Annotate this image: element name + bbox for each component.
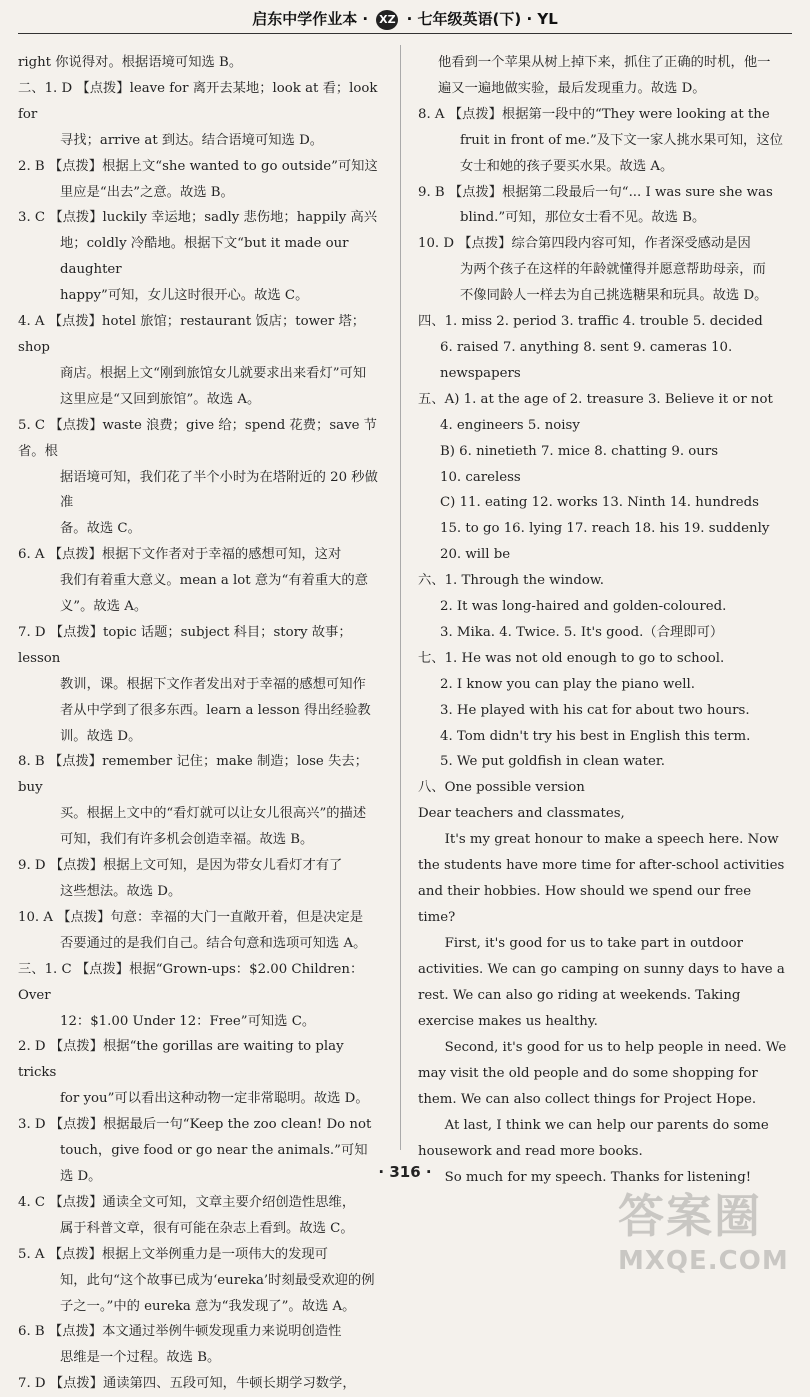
answer-line: 2. I know you can play the piano well. <box>440 676 696 692</box>
watermark-bottom: MXQE.COM <box>618 1246 789 1276</box>
header-title: 启东中学作业本 · <box>252 10 369 28</box>
essay-paragraph: First, it's good for us to take part in outdoor activities. We can go camping on sunny days to have a rest. We can also go riding at weekends. Taking exercise makes us healthy. <box>418 936 785 1030</box>
essay-salutation: Dear teachers and classmates, <box>418 806 625 822</box>
answer-line: 买。根据上文中的“看灯就可以让女儿很高兴”的描述 <box>60 806 367 822</box>
answer-line: 者从中学到了很多东西。learn a lesson 得出经验教 <box>60 702 371 718</box>
answer-line: 9. B 【点拨】根据第二段最后一句“... I was sure she was <box>418 184 773 200</box>
answer-line: 属于科普文章，很有可能在杂志上看到。故选 C。 <box>60 1220 354 1236</box>
answer-line: 不像同龄人一样去为自己挑选糖果和玩具。故选 D。 <box>460 288 768 304</box>
answer-line: 3. Mika. 4. Twice. 5. It's good.（合理即可） <box>440 624 724 640</box>
answer-line: 2. D 【点拨】根据“the gorillas are waiting to play tricks <box>18 1039 344 1081</box>
answer-line: 5. We put goldfish in clean water. <box>440 754 665 770</box>
answer-line: 商店。根据上文“刚到旅馆女儿就要求出来看灯”可知 <box>60 365 367 381</box>
answer-line: right 你说得对。根据语境可知选 B。 <box>18 55 243 70</box>
answer-line: 这里应是“又回到旅馆”。故选 A。 <box>60 391 261 407</box>
answer-line: 12：$1.00 Under 12：Free”可知选 C。 <box>60 1013 316 1029</box>
answer-line: 备。故选 C。 <box>60 521 141 537</box>
answer-line: 20. will be <box>440 547 511 563</box>
answer-line: 七、1. He was not old enough to go to school. <box>418 650 725 666</box>
essay-paragraph: Second, it's good for us to help people in need. We may visit the old people and do some shopping for them. We can also collect things for Project Hope. <box>418 1040 787 1108</box>
answer-line: 10. careless <box>440 469 521 485</box>
answer-line: 训。故选 D。 <box>60 728 142 744</box>
answer-line: 6. raised 7. anything 8. sent 9. cameras 10. newspapers <box>440 339 733 381</box>
answer-line: B) 6. ninetieth 7. mice 8. chatting 9. ours <box>440 443 719 459</box>
answer-line: C) 11. eating 12. works 13. Ninth 14. hundreds <box>440 495 759 511</box>
left-column <box>18 50 380 1397</box>
answer-line: 可知，我们有许多机会创造幸福。故选 B。 <box>60 832 314 848</box>
answer-line: 2. It was long-haired and golden-coloured. <box>440 599 727 615</box>
answer-line: 4. Tom didn't try his best in English this term. <box>440 728 751 744</box>
right-column-answers <box>418 50 792 801</box>
answer-line: fruit in front of me.”及下文一家人挑水果可知，这位 <box>460 132 783 148</box>
xz-badge: XZ <box>376 10 398 30</box>
answer-line: 遍又一遍地做实验，最后发现重力。故选 D。 <box>438 80 706 96</box>
answer-line: 他看到一个苹果从树上掉下来，抓住了正确的时机，他一 <box>438 55 771 70</box>
header-subtitle: · 七年级英语(下) · YL <box>406 10 558 28</box>
essay-paragraph: It's my great honour to make a speech here. Now the students have more time for after-school activities and their hobbies. How should we spend our free time? <box>418 832 785 926</box>
answer-line: 否要通过的是我们自己。结合句意和选项可知选 A。 <box>60 935 367 951</box>
answer-line: 我们有着重大意义。mean a lot 意为“有着重大的意 <box>60 573 369 589</box>
answer-line: 这些想法。故选 D。 <box>60 884 182 899</box>
answer-line: 据语境可知，我们花了半个小时为在塔附近的 20 秒做准 <box>60 469 378 511</box>
answer-line: 5. C 【点拨】waste 浪费；give 给；spend 花费；save 节省。根 <box>18 417 377 459</box>
header-rule <box>18 33 792 34</box>
answer-line: 8. A 【点拨】根据第一段中的“They were looking at the <box>418 106 770 122</box>
answer-line: 知，此句“这个故事已成为‘eureka’时刻最受欢迎的例 <box>60 1272 375 1288</box>
answer-line: 教训，课。根据下文作者发出对于幸福的感想可知作 <box>60 676 366 692</box>
answer-line: 7. D 【点拨】通读第四、五段可知，牛顿长期学习数学， <box>18 1376 356 1392</box>
answer-line: 3. C 【点拨】luckily 幸运地；sadly 悲伤地；happily 高兴 <box>18 210 378 226</box>
answer-line: 4. C 【点拨】通读全文可知，文章主要介绍创造性思维， <box>18 1194 356 1210</box>
answer-line: 地；coldly 冷酷地。根据下文“but it made our daughter <box>60 236 349 278</box>
answer-line: 5. A 【点拨】根据上文举例重力是一项伟大的发现可 <box>18 1246 328 1262</box>
essay-paragraph: So much for my speech. Thanks for listening! <box>444 1170 752 1186</box>
answer-line: touch，give food or go near the animals.”可知选 D。 <box>60 1143 368 1184</box>
answer-line: 六、1. Through the window. <box>418 573 604 589</box>
answer-line: 寻找；arrive at 到达。结合语境可知选 D。 <box>60 132 324 148</box>
answer-line: 2. B 【点拨】根据上文“she wanted to go outside”可知这 <box>18 158 378 174</box>
answer-line: 7. D 【点拨】topic 话题；subject 科目；story 故事；lesson <box>18 624 352 666</box>
watermark-top: 答案圈 <box>618 1189 762 1243</box>
column-divider <box>400 45 401 1150</box>
answer-line: 思维是一个过程。故选 B。 <box>60 1350 221 1366</box>
answer-line: happy”可知，女儿这时很开心。故选 C。 <box>60 288 309 304</box>
answer-line: 6. A 【点拨】根据下文作者对于幸福的感想可知，这对 <box>18 547 342 563</box>
answer-line: 为两个孩子在这样的年龄就懂得并愿意帮助母亲，而 <box>460 262 766 278</box>
answer-line: 里应是“出去”之意。故选 B。 <box>60 184 234 200</box>
answer-line: 四、1. miss 2. period 3. traffic 4. trouble 5. decided <box>418 314 763 330</box>
answer-line: 五、A) 1. at the age of 2. treasure 3. Believe it or not <box>418 391 773 407</box>
page-header <box>0 8 810 30</box>
answer-line: 9. D 【点拨】根据上文可知，是因为带女儿看灯才有了 <box>18 858 343 874</box>
answer-line: 15. to go 16. lying 17. reach 18. his 19. suddenly <box>440 521 770 537</box>
answer-line: 10. A 【点拨】句意：幸福的大门一直敞开着，但是决定是 <box>18 909 364 925</box>
answer-line: 子之一。”中的 eureka 意为“我发现了”。故选 A。 <box>60 1298 356 1314</box>
answer-line: 三、1. C 【点拨】根据“Grown-ups：$2.00 Children：Over <box>18 961 364 1003</box>
page-number: · 316 · <box>378 1163 432 1181</box>
answer-line: 8. B 【点拨】remember 记住；make 制造；lose 失去；buy <box>18 754 368 796</box>
answer-line: 义”。故选 A。 <box>60 599 148 615</box>
watermark-logo <box>618 1180 798 1276</box>
right-column <box>418 50 792 1191</box>
essay <box>418 801 792 1191</box>
answer-line: 八、One possible version <box>418 780 585 796</box>
answer-line: 3. He played with his cat for about two hours. <box>440 702 750 718</box>
answer-line: 二、1. D 【点拨】leave for 离开去某地；look at 看；look for <box>18 80 378 122</box>
answer-line: 10. D 【点拨】综合第四段内容可知，作者深受感动是因 <box>418 236 751 252</box>
answer-line: 4. engineers 5. noisy <box>440 417 580 433</box>
essay-paragraph: At last, I think we can help our parents do some housework and read more books. <box>418 1118 769 1160</box>
answer-line: for you”可以看出这种动物一定非常聪明。故选 D。 <box>60 1091 369 1107</box>
answer-line: 6. B 【点拨】本文通过举例牛顿发现重力来说明创造性 <box>18 1324 342 1340</box>
answer-line: 4. A 【点拨】hotel 旅馆；restaurant 饭店；tower 塔；shop <box>18 314 366 355</box>
answer-line: 女士和她的孩子要买水果。故选 A。 <box>460 158 674 174</box>
answer-line: 3. D 【点拨】根据最后一句“Keep the zoo clean! Do not <box>18 1117 372 1133</box>
answer-line: blind.”可知，那位女士看不见。故选 B。 <box>460 210 706 226</box>
